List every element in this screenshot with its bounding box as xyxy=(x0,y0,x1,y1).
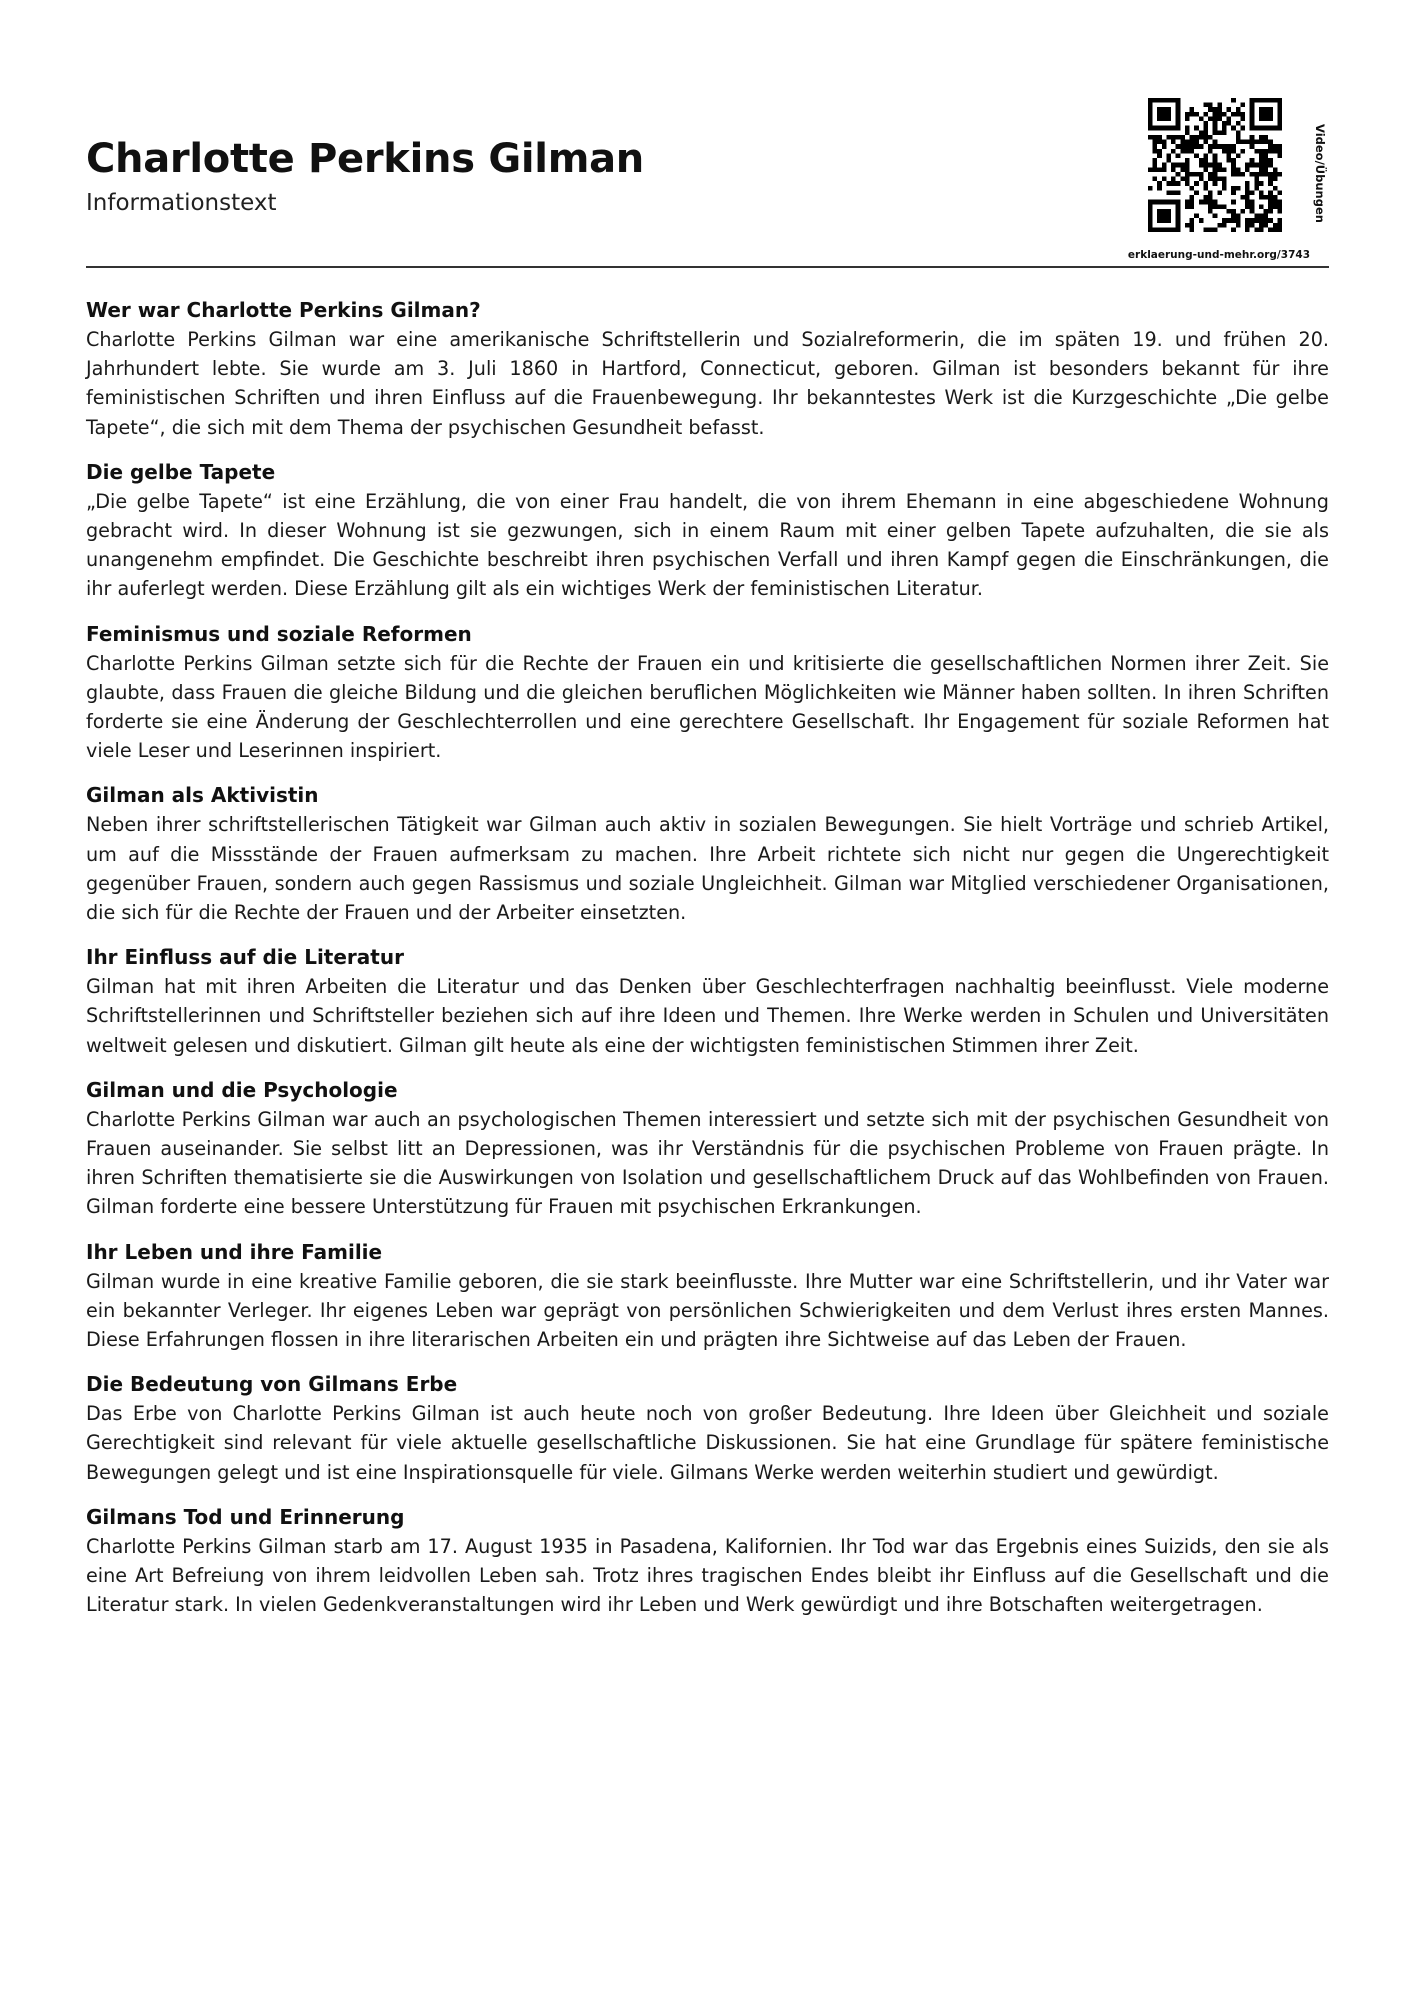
section-heading: Die Bedeutung von Gilmans Erbe xyxy=(86,1372,458,1397)
section-heading: Feminismus und soziale Reformen xyxy=(86,621,472,646)
document-title: Charlotte Perkins Gilman xyxy=(86,136,644,182)
section-heading: Gilman und die Psychologie xyxy=(86,1077,398,1102)
section-paragraph: Charlotte Perkins Gilman war eine amerikanische Schriftstellerin und Sozialreformerin, die im späten 19. und frühen 20. Jahrhundert lebte. Sie wurde am 3. Juli 1860 in Hartford, Connecticut, geboren. Gilman ist besonders bekannt für ihre feministischen Schriften und ihren Einfluss auf die Frauenbewegung. Ihr bekanntestes Werk ist die Kurzgeschichte „Die gelbe Tapete“, die sich mit dem Thema der psychischen Gesundheit befasst. xyxy=(86,328,1329,439)
section-heading: Ihr Leben und ihre Familie xyxy=(86,1239,383,1264)
section-feminismus xyxy=(86,620,1329,766)
section-paragraph: Das Erbe von Charlotte Perkins Gilman ist auch heute noch von großer Bedeutung. Ihre Ideen über Gleichheit und soziale Gerechtigkeit sind relevant für viele aktuelle gesellschaftliche Diskussionen. Sie hat eine Grundlage für spätere feministische Bewegungen gelegt und ist eine Inspirationsquelle für viele. Gilmans Werke werden weiterhin studiert und gewürdigt. xyxy=(86,1402,1329,1484)
section-paragraph: Charlotte Perkins Gilman starb am 17. August 1935 in Pasadena, Kalifornien. Ihr Tod war das Ergebnis eines Suizids, den sie als eine Art Befreiung von ihrem leidvollen Leben sah. Trotz ihres tragischen Endes bleibt ihr Einfluss auf die Gesellschaft und die Literatur stark. In vielen Gedenkveranstaltungen wird ihr Leben und Werk gewürdigt und ihre Botschaften weitergetragen. xyxy=(86,1534,1329,1617)
section-paragraph: Charlotte Perkins Gilman war auch an psychologischen Themen interessiert und setzte sich mit der psychischen Gesundheit von Frauen auseinander. Sie selbst litt an Depressionen, was ihr Verständnis für die psychischen Probleme von Frauen prägte. In ihren Schriften thematisierte sie die Auswirkungen von Isolation und gesellschaftlichem Druck auf das Wohlbefinden von Frauen. Gilman forderte eine bessere Unterstützung für Frauen mit psychischen Erkrankungen. xyxy=(86,1107,1329,1219)
section-paragraph: Neben ihrer schriftstellerischen Tätigkeit war Gilman auch aktiv in sozialen Bewegungen. Sie hielt Vorträge und schrieb Artikel, um auf die Missstände der Frauen aufmerksam zu machen. Ihre Arbeit richtete sich nicht nur gegen die Ungerechtigkeit gegenüber Frauen, sondern auch gegen Rassismus und soziale Ungleichheit. Gilman war Mitglied verschiedener Organisationen, die sich für die Rechte der Frauen und der Arbeiter einsetzten. xyxy=(86,813,1329,925)
section-paragraph: Gilman hat mit ihren Arbeiten die Literatur und das Denken über Geschlechterfragen nachhaltig beeinflusst. Viele moderne Schriftstellerinnen und Schriftsteller beziehen sich auf ihre Ideen und Themen. Ihre Werke werden in Schulen und Universitäten weltweit gelesen und diskutiert. Gilman gilt heute als eine der wichtigsten feministischen Stimmen ihrer Zeit. xyxy=(86,975,1329,1057)
video-exercises-label: Video/Übungen xyxy=(1313,124,1327,223)
section-aktivistin xyxy=(86,781,1329,927)
section-einfluss-literatur xyxy=(86,943,1329,1060)
section-erbe xyxy=(86,1370,1329,1487)
section-heading: Ihr Einfluss auf die Literatur xyxy=(86,945,404,970)
section-paragraph: Gilman wurde in eine kreative Familie geboren, die sie stark beeinflusste. Ihre Mutter war eine Schriftstellerin, und ihr Vater war ein bekannter Verleger. Ihr eigenes Leben war geprägt von persönlichen Schwierigkeiten und dem Verlust ihres ersten Mannes. Diese Erfahrungen flossen in ihre literarischen Arbeiten ein und prägten ihre Sichtweise auf das Leben der Frauen. xyxy=(86,1269,1329,1352)
header-divider xyxy=(86,266,1329,268)
section-heading: Die gelbe Tapete xyxy=(86,459,276,484)
article-body xyxy=(86,296,1329,1636)
section-psychologie xyxy=(86,1076,1329,1222)
section-wer-war-gilman xyxy=(86,296,1329,442)
qr-code-icon[interactable] xyxy=(1148,98,1282,232)
document-subtitle: Informationstext xyxy=(86,190,277,216)
section-tod-erinnerung xyxy=(86,1503,1329,1620)
section-paragraph: Charlotte Perkins Gilman setzte sich für die Rechte der Frauen ein und kritisierte die gesellschaftlichen Normen ihrer Zeit. Sie glaubte, dass Frauen die gleiche Bildung und die gleichen beruflichen Möglichkeiten wie Männer haben sollten. In ihren Schriften forderte sie eine Änderung der Geschlechterrollen und eine gerechtere Gesellschaft. Ihr Engagement für soziale Reformen hat viele Leser und Leserinnen inspiriert. xyxy=(86,651,1329,763)
section-heading: Gilmans Tod und Erinnerung xyxy=(86,1504,405,1529)
section-heading: Wer war Charlotte Perkins Gilman? xyxy=(86,298,481,322)
section-gelbe-tapete xyxy=(86,458,1329,604)
section-heading: Gilman als Aktivistin xyxy=(86,783,319,808)
section-leben-familie xyxy=(86,1238,1329,1355)
page-header xyxy=(0,0,1414,270)
section-paragraph: „Die gelbe Tapete“ ist eine Erzählung, die von einer Frau handelt, die von ihrem Ehemann in eine abgeschiedene Wohnung gebracht wird. In dieser Wohnung ist sie gezwungen, sich in einem Raum mit einer gelben Tapete aufzuhalten, die sie als unangenehm empfindet. Die Geschichte beschreibt ihren psychischen Verfall und ihren Kampf gegen die Einschränkungen, die ihr auferlegt werden. Diese Erzählung gilt als ein wichtiges Werk der feministischen Literatur. xyxy=(86,489,1329,601)
website-link[interactable]: erklaerung-und-mehr.org/3743 xyxy=(1127,249,1310,261)
